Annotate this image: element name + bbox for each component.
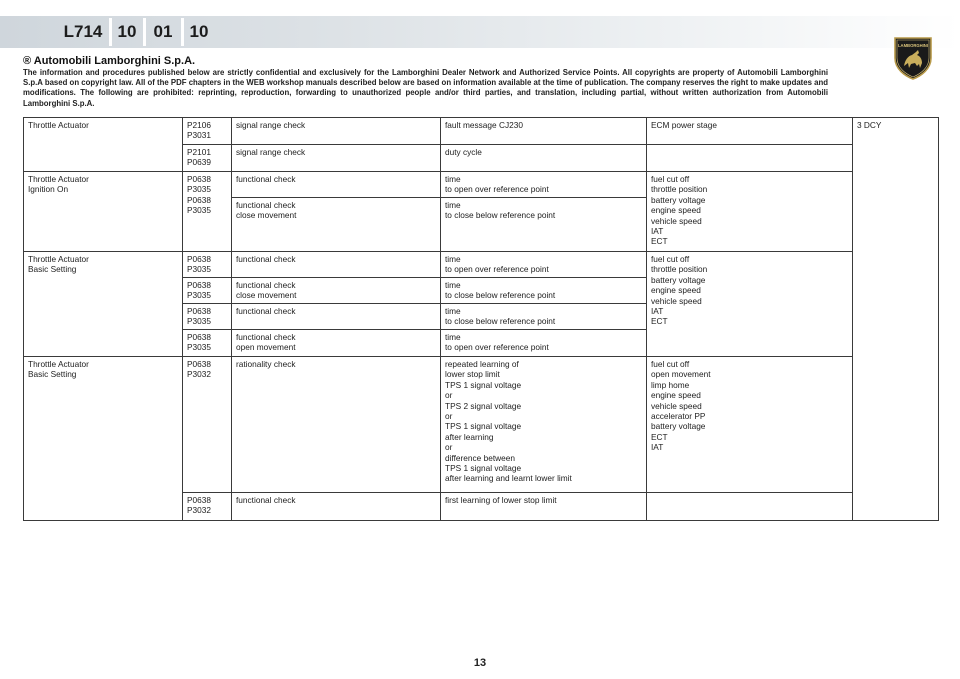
component-cell: Throttle Actuator Basic Setting [24,357,183,521]
enable-cell: ECM power stage [647,118,853,145]
condition-cell: time to open over reference point [441,330,647,357]
table-row [24,172,939,198]
lamborghini-bull-shield-icon [893,36,933,80]
condition-cell: time to open over reference point [441,172,647,198]
fault-codes-cell: P0638 P3035 P0638 P3035 [183,172,232,252]
section-code: 10 [189,22,209,41]
enable-cell [647,145,853,172]
copyright-notice: The information and procedures published below are strictly confidential and exclusively for the Lamborghini Dealer Network and Authorized Service Points. All copyrights are property of Automobili Lamborghini S.p.A based on copyright law. All of the PDF chapters in the WEB workshop manuals described below are based on information available at the time of publication. The company reserves the right to make updates and modifications. The following are prohibited: reprinting, reproduction, forwarding to unauthorized people and/or third parties, and translation, including partial, without written authorization from Automobili Lamborghini S.p.A. [23,68,828,108]
condition-cell: duty cycle [441,145,647,172]
fault-codes-cell: P2101 P0639 [183,145,232,172]
check-cell: functional check [232,172,441,198]
fault-codes-cell: P0638 P3035 [183,252,232,278]
condition-cell: time to close below reference point [441,304,647,330]
condition-cell: repeated learning of lower stop limit TPS 1 signal voltage or TPS 2 signal voltage or TPS 1 signal voltage after learning or difference between TPS 1 signal voltage after learning and learnt lower limit [441,357,647,493]
check-cell: functional check [232,252,441,278]
enable-cell: fuel cut off open movement limp home engine speed vehicle speed accelerator PP battery voltage ECT IAT [647,357,853,493]
fault-codes-cell: P0638 P3035 [183,278,232,304]
condition-cell: time to close below reference point [441,278,647,304]
fault-codes-cell: P0638 P3032 [183,357,232,493]
brand-title: ® Automobili Lamborghini S.p.A. [23,55,196,67]
condition-cell: first learning of lower stop limit [441,493,647,521]
check-cell: signal range check [232,145,441,172]
subgroup-code: 01 [153,22,173,41]
logo-text: LAMBORGHINI [897,43,929,48]
check-cell: functional check close movement [232,198,441,252]
fault-codes-cell: P2106 P3031 [183,118,232,145]
fault-codes-cell: P0638 P3035 [183,304,232,330]
table-row [24,118,939,145]
component-cell: Throttle Actuator Basic Setting [24,252,183,357]
diagnostic-table [23,117,939,521]
component-cell: Throttle Actuator [24,118,183,172]
enable-cell: fuel cut off throttle position battery voltage engine speed vehicle speed IAT ECT [647,172,853,252]
enable-cell: fuel cut off throttle position battery voltage engine speed vehicle speed IAT ECT [647,252,853,357]
condition-cell: fault message CJ230 [441,118,647,145]
drive-cycle-cell: 3 DCY [853,118,939,521]
check-cell: signal range check [232,118,441,145]
check-cell: functional check open movement [232,330,441,357]
component-cell: Throttle Actuator Ignition On [24,172,183,252]
check-cell: rationality check [232,357,441,493]
enable-cell [647,493,853,521]
model-code: L714 [63,22,103,41]
table-row [24,357,939,493]
check-cell: functional check [232,304,441,330]
condition-cell: time to close below reference point [441,198,647,252]
check-cell: functional check [232,493,441,521]
check-cell: functional check close movement [232,278,441,304]
group-code: 10 [117,22,137,41]
page-number: 13 [473,657,487,669]
fault-codes-cell: P0638 P3032 [183,493,232,521]
condition-cell: time to open over reference point [441,252,647,278]
table-row [24,252,939,278]
fault-codes-cell: P0638 P3035 [183,330,232,357]
